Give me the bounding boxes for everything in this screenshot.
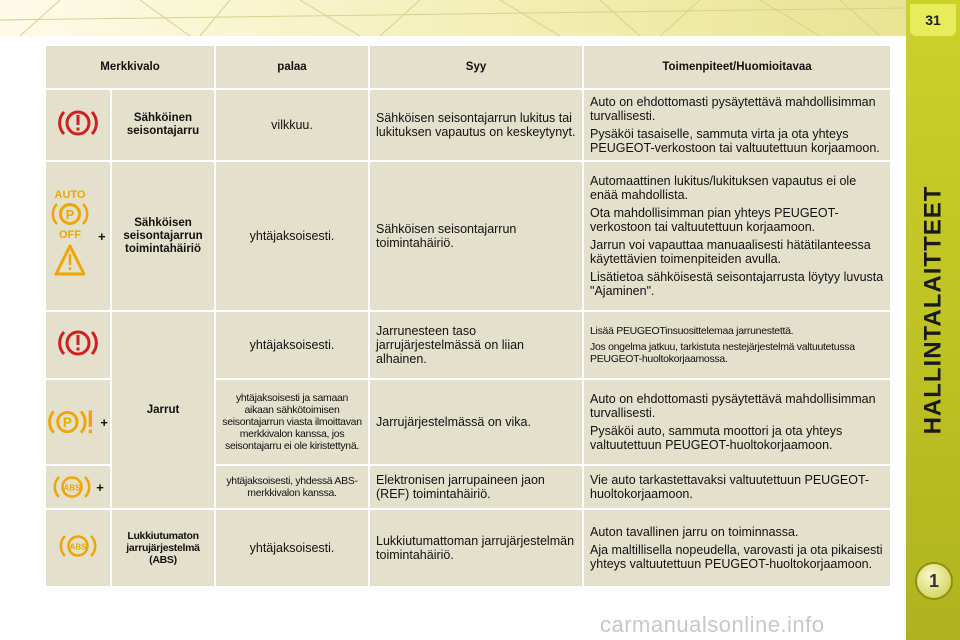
plus-sign: + xyxy=(100,414,108,430)
section-title-vertical xyxy=(908,70,958,550)
toimenpide-text: Pysäköi auto, sammuta moottori ja ota yhteys valtuutettuun PEUGEOT-huoltokorjaamoon. xyxy=(590,424,843,452)
table-row xyxy=(46,312,890,378)
abs-icon xyxy=(52,472,92,502)
warning-light-name: Sähköinen seisontajarru xyxy=(112,90,214,160)
toimenpiteet-cell xyxy=(584,90,890,160)
off-label: OFF xyxy=(59,229,81,241)
palaa-cell: yhtäjaksoisesti. xyxy=(216,510,368,586)
svg-text:ABS: ABS xyxy=(69,542,87,551)
syy-cell: Lukkiutumattoman jarrujärjestelmän toimintahäiriö. xyxy=(370,510,582,586)
toimenpide-text: Auto on ehdottomasti pysäytettävä mahdollisimman turvallisesti. xyxy=(590,392,876,420)
warning-lights-table xyxy=(44,44,892,588)
toimenpide-text: Jarrun voi vapauttaa manuaalisesti hätätilanteessa käytettävien toimenpiteiden avulla. xyxy=(590,238,871,266)
syy-cell: Sähköisen seisontajarrun lukitus tai lukituksen vapautus on keskeytynyt. xyxy=(370,90,582,160)
svg-text:P: P xyxy=(62,414,72,430)
toimenpide-text: Ota mahdollisimman pian yhteys PEUGEOT-verkostoon tai valtuutettuun korjaamoon. xyxy=(590,206,839,234)
table-row xyxy=(46,162,890,310)
toimenpide-text: Vie auto tarkastettavaksi valtuutettuun PEUGEOT-huoltokorjaamoon. xyxy=(590,473,870,501)
page-number: 31 xyxy=(910,4,956,36)
brake-warning-icon xyxy=(56,326,100,360)
palaa-cell: yhtäjaksoisesti ja samaan aikaan sähkötoimisen seisontajarrun viasta ilmoittavan merkkivalon kanssa, jos seisontajarru ei ole kiristettynä. xyxy=(216,380,368,464)
warning-light-name: Lukkiutumaton jarrujärjestelmä (ABS) xyxy=(112,510,214,586)
svg-text:ABS: ABS xyxy=(63,483,81,493)
warning-light-name: Sähköisen seisontajarrun toimintahäiriö xyxy=(112,162,214,310)
abs-icon xyxy=(58,531,98,561)
toimenpiteet-cell xyxy=(584,510,890,586)
icon-cell xyxy=(46,162,110,310)
syy-cell: Jarrujärjestelmässä on vika. xyxy=(370,380,582,464)
toimenpide-text: Auto on ehdottomasti pysäytettävä mahdollisimman turvallisesti. xyxy=(590,95,876,123)
brake-warning-icon xyxy=(56,106,100,140)
palaa-cell: yhtäjaksoisesti, yhdessä ABS-merkkivalon kanssa. xyxy=(216,466,368,508)
icon-cell xyxy=(46,466,110,508)
header-toimenpiteet: Toimenpiteet/Huomioitavaa xyxy=(584,46,890,88)
chapter-badge: 1 xyxy=(915,562,953,600)
toimenpiteet-cell xyxy=(584,312,890,378)
palaa-cell: vilkkuu. xyxy=(216,90,368,160)
table-row xyxy=(46,90,890,160)
icon-cell xyxy=(46,380,110,464)
watermark: carmanualsonline.info xyxy=(600,612,825,637)
section-title: HALLINTALAITTEET xyxy=(919,185,947,435)
decorative-lines-icon xyxy=(0,0,906,36)
icon-cell xyxy=(46,90,110,160)
icon-cell xyxy=(46,510,110,586)
table-row xyxy=(46,510,890,586)
syy-cell: Elektronisen jarrupaineen jaon (REF) toimintahäiriö. xyxy=(370,466,582,508)
header-syy: Syy xyxy=(370,46,582,88)
syy-cell: Jarrunesteen taso jarrujärjestelmässä on liian alhainen. xyxy=(370,312,582,378)
table-header-row xyxy=(46,46,890,88)
plus-sign: + xyxy=(98,228,106,244)
parking-brake-warning-icon xyxy=(48,405,96,439)
auto-p-off-icon xyxy=(48,188,92,284)
syy-cell: Sähköisen seisontajarrun toimintahäiriö. xyxy=(370,162,582,310)
toimenpiteet-cell xyxy=(584,162,890,310)
plus-sign: + xyxy=(96,479,104,495)
toimenpide-text: Auton tavallinen jarru on toiminnassa. xyxy=(590,525,799,539)
toimenpide-text: Jos ongelma jatkuu, tarkistuta nestejärjestelmä valtuutetussa PEUGEOT-huoltokorjaamossa. xyxy=(590,341,855,365)
svg-text:P: P xyxy=(65,207,75,222)
palaa-cell: yhtäjaksoisesti. xyxy=(216,312,368,378)
toimenpide-text: Automaattinen lukitus/lukituksen vapautus ei ole enää mahdollista. xyxy=(590,174,857,202)
toimenpiteet-cell xyxy=(584,380,890,464)
warning-light-name: Jarrut xyxy=(112,312,214,508)
toimenpide-text: Aja maltillisella nopeudella, varovasti ja ota pikaisesti yhteys valtuutettuun PEUGEOT-huoltokorjaamoon. xyxy=(590,543,883,571)
toimenpide-text: Pysäköi tasaiselle, sammuta virta ja ota yhteys PEUGEOT-verkostoon tai valtuutettuun korjaamoon. xyxy=(590,127,880,155)
header-palaa: palaa xyxy=(216,46,368,88)
toimenpide-text: Lisää PEUGEOTinsuosittelemaa jarrunestettä. xyxy=(590,325,794,337)
toimenpide-text: Lisätietoa sähköisestä seisontajarrusta löytyy luvusta "Ajaminen". xyxy=(590,270,884,298)
auto-label: AUTO xyxy=(54,189,86,201)
toimenpiteet-cell xyxy=(584,466,890,508)
icon-cell xyxy=(46,312,110,378)
header-merkkivalo: Merkkivalo xyxy=(46,46,214,88)
palaa-cell: yhtäjaksoisesti. xyxy=(216,162,368,310)
top-decoration xyxy=(0,0,906,36)
